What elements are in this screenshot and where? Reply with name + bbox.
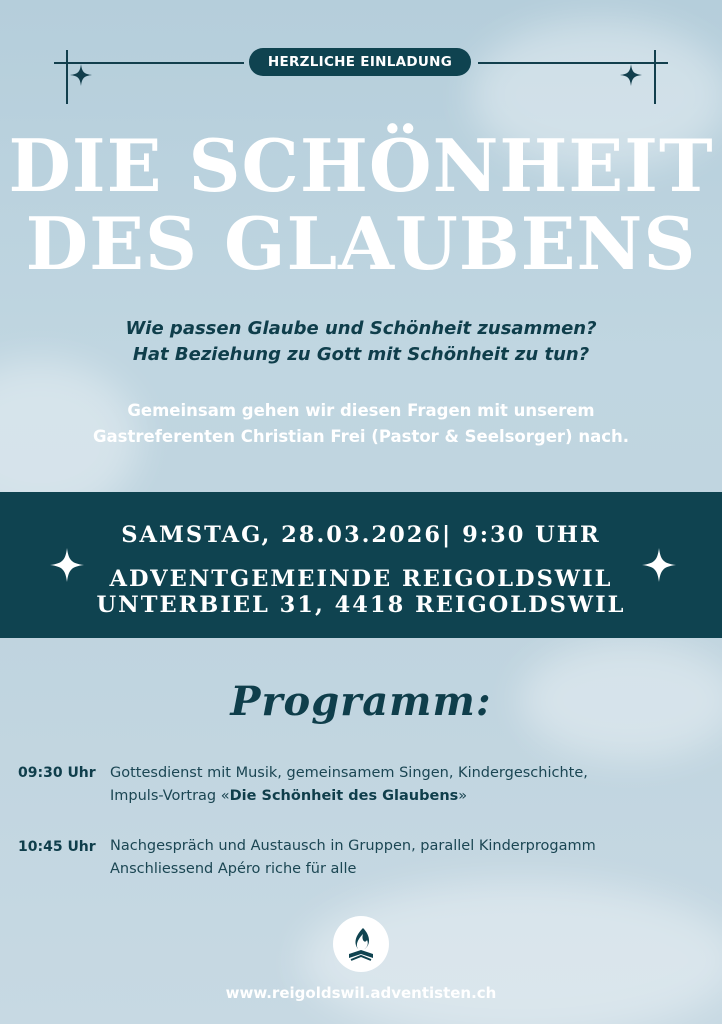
program-description-line: Impuls-Vortrag «Die Schönheit des Glaubens»	[110, 788, 468, 804]
frame-corner-left	[66, 50, 68, 104]
website-link[interactable]: www.reigoldswil.adventisten.ch	[225, 984, 497, 1002]
program-description-line: Anschliessend Apéro riche für alle	[110, 861, 357, 877]
question-line: Wie passen Glaube und Schönheit zusammen?	[125, 318, 597, 339]
talk-title: Die Schönheit des Glaubens	[229, 788, 459, 804]
title-line-1: DIE SCHÖNHEIT	[8, 123, 714, 208]
adventist-flame-logo-icon	[333, 916, 389, 972]
sparkle-icon	[70, 64, 92, 86]
program-title: Programm:	[230, 678, 492, 725]
intro-line: Gemeinsam gehen wir diesen Fragen mit unserem	[127, 401, 595, 420]
frame-corner-right	[654, 50, 656, 104]
event-location-name: ADVENTGEMEINDE REIGOLDSWIL	[109, 566, 613, 592]
logo-graphic	[333, 916, 389, 972]
intro-line: Gastreferenten Christian Frei (Pastor & Seelsorger) nach.	[92, 427, 629, 446]
program-description	[110, 762, 720, 808]
event-details-band	[0, 492, 722, 638]
event-date-time: SAMSTAG, 28.03.2026| 9:30 UHR	[121, 522, 601, 548]
question-line: Hat Beziehung zu Gott mit Schönheit zu tun?	[132, 344, 590, 365]
sparkle-icon	[50, 548, 84, 582]
title-line-2: DES GLAUBENS	[25, 201, 697, 286]
program-time: 09:30 Uhr	[18, 765, 96, 781]
sparkle-icon	[620, 64, 642, 86]
event-location-address: UNTERBIEL 31, 4418 REIGOLDSWIL	[96, 592, 626, 618]
program-description-line: Nachgespräch und Austausch in Gruppen, parallel Kinderprogamm	[110, 838, 596, 854]
program-description	[110, 835, 720, 881]
sparkle-icon	[642, 548, 676, 582]
program-time: 10:45 Uhr	[18, 839, 96, 855]
invitation-badge: HERZLICHE EINLADUNG	[249, 48, 471, 76]
program-description-line: Gottesdienst mit Musik, gemeinsamem Singen, Kindergeschichte,	[110, 765, 588, 781]
